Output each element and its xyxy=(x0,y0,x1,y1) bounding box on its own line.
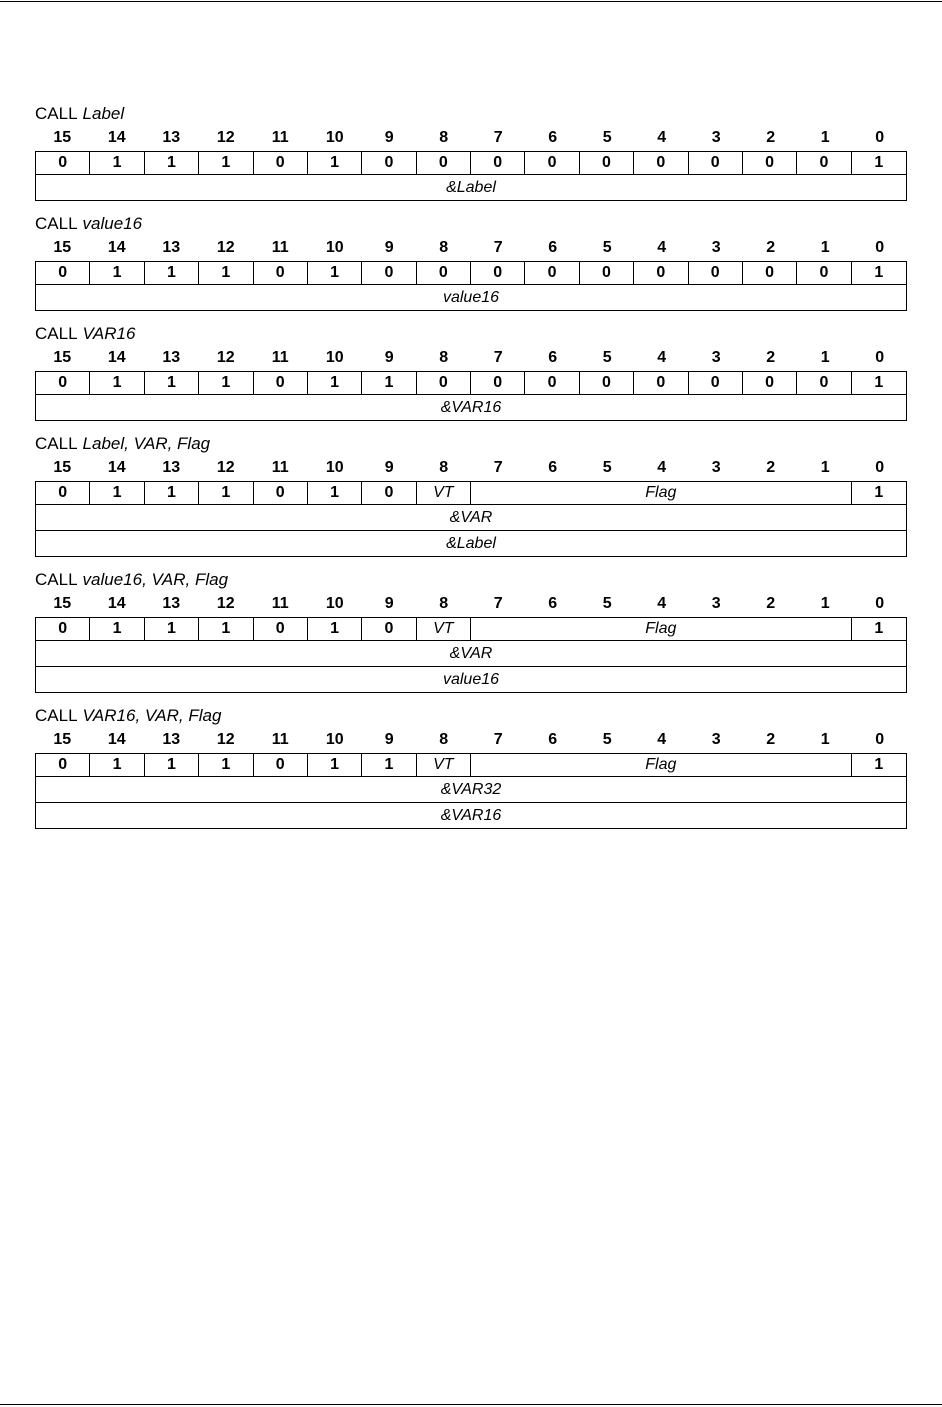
bit-number: 8 xyxy=(439,459,449,476)
bit-number: 10 xyxy=(325,239,344,256)
bit-number: 3 xyxy=(711,595,721,612)
bit-number: 8 xyxy=(439,239,449,256)
bit-number-header xyxy=(35,235,907,261)
bit-cell: 0 xyxy=(743,152,797,174)
bit-number: 10 xyxy=(325,595,344,612)
bit-cell: 1 xyxy=(308,754,362,776)
bit-number: 14 xyxy=(107,731,126,748)
bit-number: 7 xyxy=(493,731,503,748)
bit-cell: 1 xyxy=(145,372,199,394)
bit-number: 0 xyxy=(875,731,885,748)
bit-number: 10 xyxy=(325,731,344,748)
instruction-operands: Label, VAR, Flag xyxy=(82,434,211,453)
bit-number: 4 xyxy=(657,349,667,366)
bit-number: 6 xyxy=(548,129,558,146)
bit-number: 14 xyxy=(107,239,126,256)
bit-cell: 0 xyxy=(525,262,579,284)
bit-number: 11 xyxy=(271,595,289,612)
instruction-operands: VAR16, VAR, Flag xyxy=(82,706,222,725)
bit-number: 4 xyxy=(657,595,667,612)
encoding-block xyxy=(35,323,907,421)
instruction-encoding-list xyxy=(35,103,907,841)
bit-cell: 1 xyxy=(145,152,199,174)
bit-cell: 0 xyxy=(36,152,90,174)
instruction-mnemonic: CALL xyxy=(35,324,78,343)
bit-number-header xyxy=(35,727,907,753)
bit-cell: 0 xyxy=(254,262,308,284)
bit-number: 7 xyxy=(493,595,503,612)
bit-number: 5 xyxy=(602,731,612,748)
bit-cell: 1 xyxy=(308,372,362,394)
bit-cell: 1 xyxy=(90,152,144,174)
bit-cell: 0 xyxy=(743,372,797,394)
bit-number: 12 xyxy=(216,349,235,366)
bit-number: 8 xyxy=(439,129,449,146)
opcode-word xyxy=(35,151,907,175)
bit-number: 15 xyxy=(53,349,72,366)
bit-number-header xyxy=(35,345,907,371)
bit-cell: 1 xyxy=(874,620,884,637)
bit-cell: 1 xyxy=(308,482,362,504)
operand-word: value16 xyxy=(35,285,907,311)
bit-number: 1 xyxy=(820,129,830,146)
bit-cell: 1 xyxy=(90,482,144,504)
encoding-block xyxy=(35,433,907,557)
bit-cell: 0 xyxy=(689,372,743,394)
bit-number: 14 xyxy=(107,595,126,612)
bit-number-header xyxy=(35,591,907,617)
bit-number: 1 xyxy=(820,595,830,612)
bit-number-header xyxy=(35,455,907,481)
instruction-syntax xyxy=(35,103,907,125)
operand-word: &VAR16 xyxy=(35,395,907,421)
bit-number: 11 xyxy=(271,459,289,476)
bit-number: 14 xyxy=(107,129,126,146)
bit-number: 12 xyxy=(216,239,235,256)
bit-cell: 1 xyxy=(362,754,416,776)
bit-number: 1 xyxy=(820,349,830,366)
bit-cell: 0 xyxy=(254,754,308,776)
bit-cell: 0 xyxy=(36,754,90,776)
bit-cell: 0 xyxy=(36,262,90,284)
bit-number: 4 xyxy=(657,129,667,146)
bit-number: 1 xyxy=(820,731,830,748)
vt-field: VT xyxy=(417,618,471,640)
bit-number: 9 xyxy=(384,731,394,748)
bit-cell: 1 xyxy=(199,482,253,504)
bit-number: 6 xyxy=(548,731,558,748)
bit-number: 9 xyxy=(384,239,394,256)
bit-number: 2 xyxy=(766,239,776,256)
bit-cell: 0 xyxy=(36,482,90,504)
bit-number: 7 xyxy=(493,459,503,476)
instruction-syntax xyxy=(35,569,907,591)
bit-number: 6 xyxy=(548,349,558,366)
bit-number: 10 xyxy=(325,349,344,366)
bit-number: 2 xyxy=(766,595,776,612)
opcode-word xyxy=(35,753,907,777)
bit-number: 13 xyxy=(162,731,181,748)
bit-cell: 0 xyxy=(634,152,688,174)
bit-cell: 1 xyxy=(874,374,884,391)
bit-cell: 1 xyxy=(199,372,253,394)
bit-number: 12 xyxy=(216,731,235,748)
bit-number: 8 xyxy=(439,349,449,366)
bit-cell: 0 xyxy=(634,262,688,284)
bit-cell: 0 xyxy=(634,372,688,394)
bit-number: 6 xyxy=(548,595,558,612)
bit-number: 9 xyxy=(384,595,394,612)
bit-number: 11 xyxy=(271,129,289,146)
bit-number: 10 xyxy=(325,129,344,146)
bit-cell: 1 xyxy=(145,262,199,284)
flag-field: Flag xyxy=(471,482,852,504)
bit-number: 15 xyxy=(53,129,72,146)
bit-cell: 0 xyxy=(797,262,851,284)
bit-cell: 0 xyxy=(254,482,308,504)
bit-number: 15 xyxy=(53,239,72,256)
bit-cell: 0 xyxy=(797,152,851,174)
bit-cell: 0 xyxy=(36,372,90,394)
bit-number: 3 xyxy=(711,239,721,256)
bit-number: 4 xyxy=(657,731,667,748)
bit-cell: 1 xyxy=(362,372,416,394)
instruction-syntax xyxy=(35,433,907,455)
bit-cell: 1 xyxy=(308,262,362,284)
bit-cell: 0 xyxy=(254,372,308,394)
bit-number: 9 xyxy=(384,129,394,146)
bit-number: 5 xyxy=(602,239,612,256)
bit-number: 2 xyxy=(766,731,776,748)
bit-cell: 0 xyxy=(417,372,471,394)
bit-cell: 0 xyxy=(362,262,416,284)
bit-cell: 0 xyxy=(471,372,525,394)
flag-field: Flag xyxy=(471,754,852,776)
bit-number: 3 xyxy=(711,459,721,476)
vt-field: VT xyxy=(417,754,471,776)
bit-number: 9 xyxy=(384,459,394,476)
bit-cell: 0 xyxy=(525,152,579,174)
bit-cell: 0 xyxy=(362,618,416,640)
operand-word: value16 xyxy=(35,667,907,693)
bit-number: 6 xyxy=(548,459,558,476)
bit-cell: 1 xyxy=(145,754,199,776)
bit-cell: 0 xyxy=(580,372,634,394)
bit-number: 14 xyxy=(107,459,126,476)
instruction-mnemonic: CALL xyxy=(35,570,78,589)
instruction-operands: VAR16 xyxy=(82,324,136,343)
opcode-word xyxy=(35,371,907,395)
instruction-operands: value16, VAR, Flag xyxy=(82,570,229,589)
bit-number: 8 xyxy=(439,595,449,612)
bit-number: 12 xyxy=(216,129,235,146)
bit-number: 11 xyxy=(271,349,289,366)
bit-number: 7 xyxy=(493,129,503,146)
instruction-operands: value16 xyxy=(82,214,143,233)
opcode-word xyxy=(35,261,907,285)
page-bottom-rule xyxy=(0,1404,942,1405)
bit-number: 7 xyxy=(493,239,503,256)
instruction-operands: Label xyxy=(82,104,125,123)
bit-cell: 1 xyxy=(90,262,144,284)
flag-field: Flag xyxy=(471,618,852,640)
operand-word: &VAR16 xyxy=(35,803,907,829)
bit-number: 3 xyxy=(711,129,721,146)
bit-cell: 0 xyxy=(797,372,851,394)
bit-number: 4 xyxy=(657,459,667,476)
bit-cell: 0 xyxy=(417,262,471,284)
bit-cell: 0 xyxy=(689,262,743,284)
bit-number: 0 xyxy=(875,129,885,146)
bit-cell: 0 xyxy=(471,262,525,284)
bit-number: 1 xyxy=(820,459,830,476)
bit-number-header xyxy=(35,125,907,151)
bit-cell: 0 xyxy=(362,152,416,174)
bit-number: 12 xyxy=(216,595,235,612)
bit-number: 15 xyxy=(53,595,72,612)
bit-cell: 1 xyxy=(145,482,199,504)
bit-cell: 0 xyxy=(525,372,579,394)
bit-cell: 0 xyxy=(580,262,634,284)
instruction-syntax xyxy=(35,213,907,235)
bit-cell: 0 xyxy=(471,152,525,174)
bit-cell: 0 xyxy=(580,152,634,174)
instruction-syntax xyxy=(35,323,907,345)
bit-number: 5 xyxy=(602,129,612,146)
bit-number: 2 xyxy=(766,129,776,146)
bit-number: 4 xyxy=(657,239,667,256)
bit-number: 15 xyxy=(53,459,72,476)
opcode-word xyxy=(35,481,907,505)
bit-number: 14 xyxy=(107,349,126,366)
bit-cell: 1 xyxy=(874,264,884,281)
bit-number: 13 xyxy=(162,239,181,256)
opcode-word xyxy=(35,617,907,641)
vt-field: VT xyxy=(417,482,471,504)
bit-cell: 1 xyxy=(199,754,253,776)
bit-cell: 0 xyxy=(254,618,308,640)
bit-cell: 1 xyxy=(308,152,362,174)
bit-number: 0 xyxy=(875,239,885,256)
bit-cell: 1 xyxy=(874,484,884,501)
bit-number: 2 xyxy=(766,459,776,476)
bit-number: 8 xyxy=(439,731,449,748)
bit-number: 0 xyxy=(875,349,885,366)
bit-number: 13 xyxy=(162,349,181,366)
instruction-mnemonic: CALL xyxy=(35,434,78,453)
bit-number: 11 xyxy=(271,731,289,748)
bit-number: 5 xyxy=(602,459,612,476)
bit-cell: 1 xyxy=(199,262,253,284)
bit-number: 11 xyxy=(271,239,289,256)
bit-cell: 0 xyxy=(36,618,90,640)
bit-cell: 0 xyxy=(689,152,743,174)
bit-number: 7 xyxy=(493,349,503,366)
bit-number: 15 xyxy=(53,731,72,748)
page-top-rule xyxy=(0,1,942,2)
bit-cell: 1 xyxy=(90,618,144,640)
operand-word: &Label xyxy=(35,175,907,201)
bit-number: 0 xyxy=(875,595,885,612)
bit-cell: 1 xyxy=(90,754,144,776)
instruction-syntax xyxy=(35,705,907,727)
operand-word: &VAR32 xyxy=(35,777,907,803)
encoding-block xyxy=(35,705,907,829)
operand-word: &VAR xyxy=(35,641,907,667)
instruction-mnemonic: CALL xyxy=(35,104,78,123)
encoding-block xyxy=(35,569,907,693)
bit-number: 3 xyxy=(711,349,721,366)
bit-cell: 1 xyxy=(874,154,884,171)
bit-number: 13 xyxy=(162,129,181,146)
bit-number: 5 xyxy=(602,595,612,612)
operand-word: &VAR xyxy=(35,505,907,531)
bit-number: 3 xyxy=(711,731,721,748)
instruction-mnemonic: CALL xyxy=(35,706,78,725)
bit-cell: 0 xyxy=(743,262,797,284)
bit-cell: 0 xyxy=(362,482,416,504)
bit-cell: 0 xyxy=(417,152,471,174)
bit-number: 2 xyxy=(766,349,776,366)
bit-number: 10 xyxy=(325,459,344,476)
bit-number: 13 xyxy=(162,595,181,612)
bit-cell: 1 xyxy=(308,618,362,640)
bit-cell: 0 xyxy=(254,152,308,174)
bit-cell: 1 xyxy=(145,618,199,640)
bit-cell: 1 xyxy=(874,756,884,773)
bit-number: 6 xyxy=(548,239,558,256)
bit-number: 13 xyxy=(162,459,181,476)
bit-number: 5 xyxy=(602,349,612,366)
bit-number: 12 xyxy=(216,459,235,476)
bit-cell: 1 xyxy=(199,152,253,174)
instruction-mnemonic: CALL xyxy=(35,214,78,233)
encoding-block xyxy=(35,213,907,311)
bit-number: 1 xyxy=(820,239,830,256)
bit-number: 0 xyxy=(875,459,885,476)
bit-number: 9 xyxy=(384,349,394,366)
encoding-block xyxy=(35,103,907,201)
bit-cell: 1 xyxy=(90,372,144,394)
bit-cell: 1 xyxy=(199,618,253,640)
operand-word: &Label xyxy=(35,531,907,557)
